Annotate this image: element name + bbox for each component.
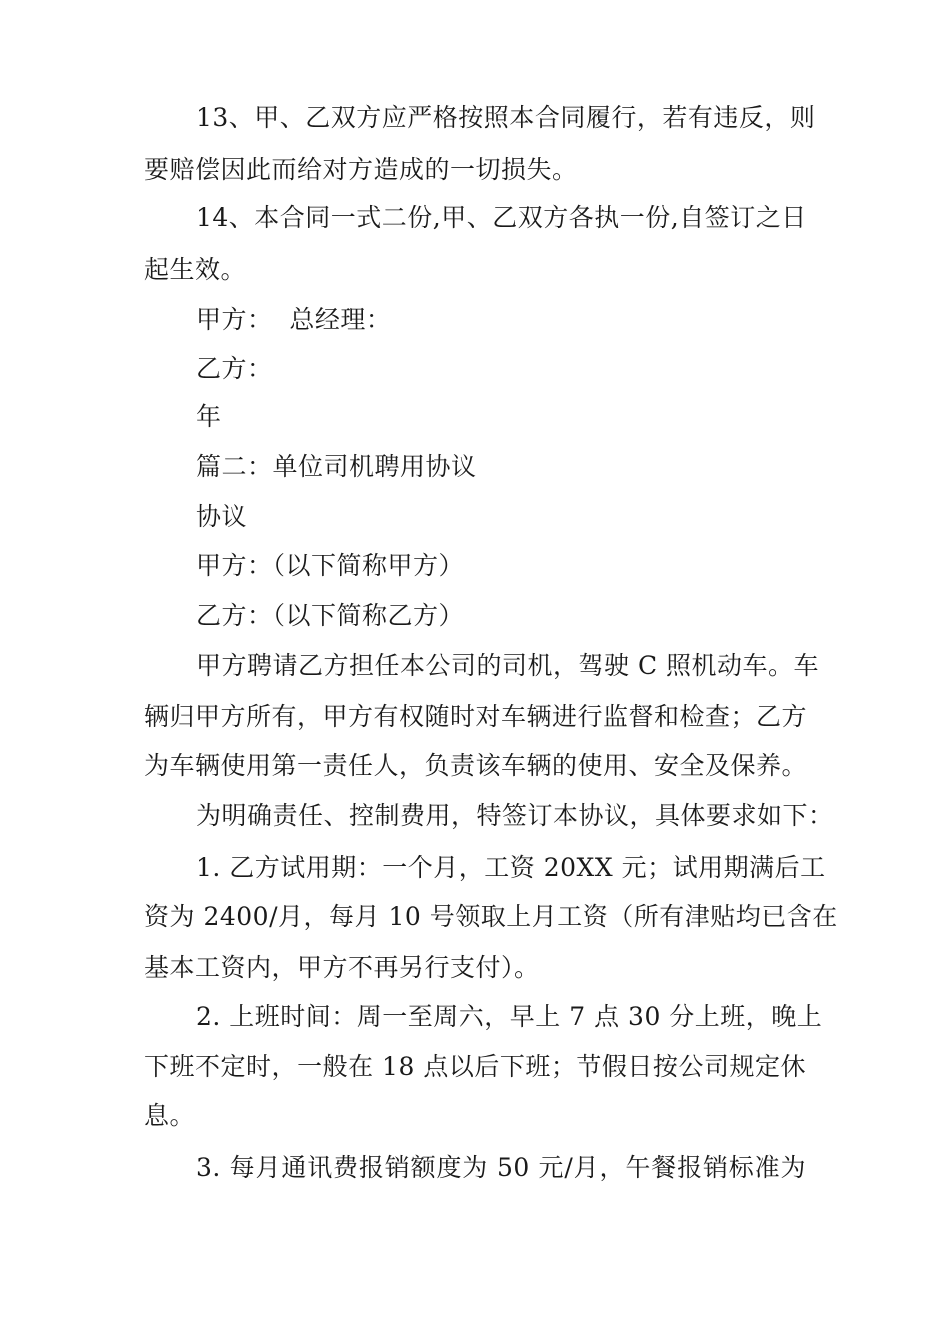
- paragraph-line: 年: [196, 402, 222, 431]
- paragraph-line: 甲方聘请乙方担任本公司的司机，驾驶 C 照机动车。车: [196, 651, 820, 680]
- paragraph-line: 为车辆使用第一责任人，负责该车辆的使用、安全及保养。: [144, 751, 808, 780]
- paragraph-line: 1. 乙方试用期：一个月，工资 20XX 元；试用期满后工: [196, 853, 826, 882]
- paragraph-line: 13、甲、乙双方应严格按照本合同履行，若有违反，则: [196, 103, 816, 132]
- paragraph-line: 甲方：（以下简称甲方）: [196, 551, 465, 580]
- section-heading: 篇二：单位司机聘用协议: [196, 452, 477, 481]
- paragraph-line: 2. 上班时间：周一至周六，早上 7 点 30 分上班，晚上: [196, 1002, 823, 1031]
- paragraph-line: 为明确责任、控制费用，特签订本协议，具体要求如下：: [196, 801, 834, 830]
- paragraph-line: 乙方：（以下简称乙方）: [196, 601, 465, 630]
- paragraph-line: 资为 2400/月，每月 10 号领取上月工资（所有津贴均已含在: [144, 902, 838, 931]
- paragraph-line: 基本工资内，甲方不再另行支付）。: [144, 953, 540, 982]
- paragraph-line: 起生效。: [144, 255, 247, 284]
- paragraph-line: 辆归甲方所有，甲方有权随时对车辆进行监督和检查；乙方: [144, 702, 808, 731]
- paragraph-line: 息。: [144, 1101, 196, 1130]
- paragraph-line: 甲方： 总经理：: [196, 305, 392, 334]
- paragraph-line: 协议: [196, 502, 248, 531]
- paragraph-line: 乙方：: [196, 354, 273, 383]
- paragraph-line: 下班不定时，一般在 18 点以后下班；节假日按公司规定休: [144, 1052, 806, 1081]
- paragraph-line: 14、本合同一式二份,甲、乙双方各执一份,自签订之日: [196, 203, 807, 232]
- paragraph-line: 要赔偿因此而给对方造成的一切损失。: [144, 155, 578, 184]
- paragraph-line: 3. 每月通讯费报销额度为 50 元/月，午餐报销标准为: [196, 1153, 806, 1182]
